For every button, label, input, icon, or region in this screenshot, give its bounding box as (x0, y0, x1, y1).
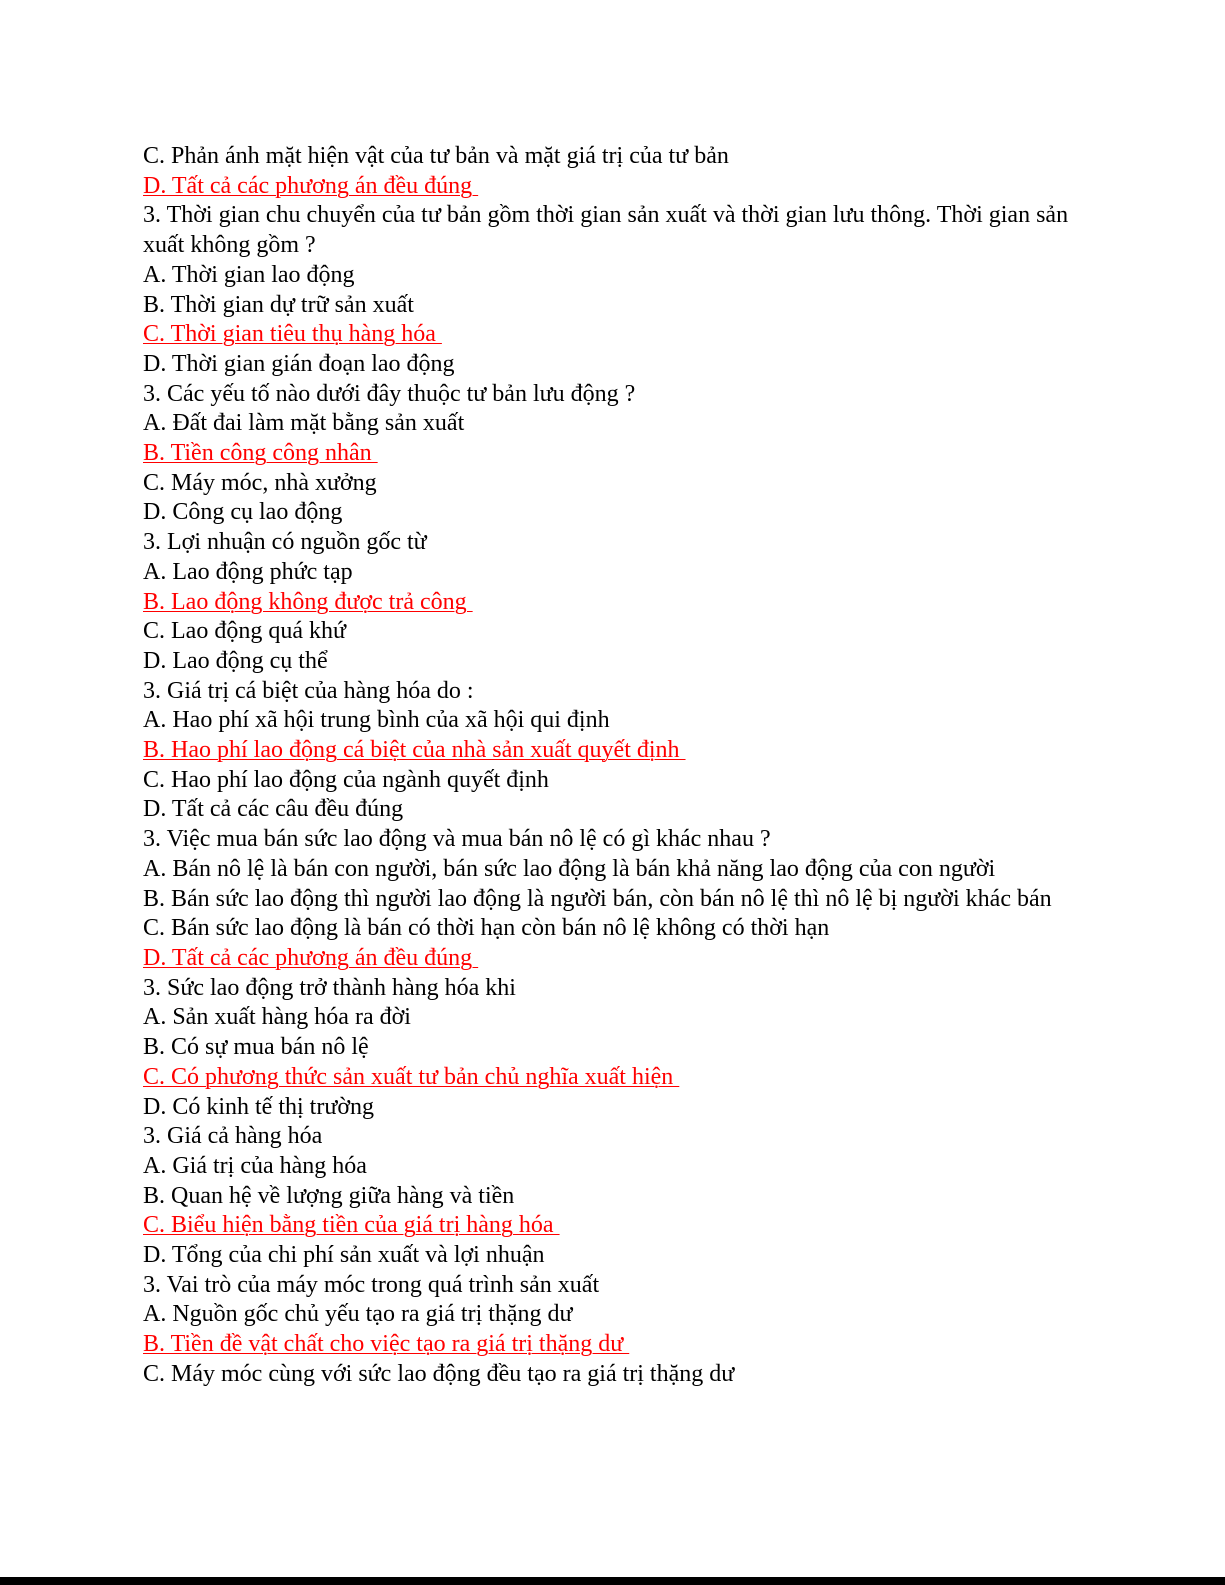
text-line: D. Thời gian gián đoạn lao động (143, 350, 455, 377)
question-list (143, 142, 1073, 1390)
correct-answer-line: C. Thời gian tiêu thụ hàng hóa (143, 321, 442, 348)
text-line: 3. Giá trị cá biệt của hàng hóa do : (143, 677, 474, 704)
text-line: C. Hao phí lao động của ngành quyết định (143, 766, 549, 793)
text-line: A. Nguồn gốc chủ yếu tạo ra giá trị thặng dư (143, 1301, 573, 1328)
text-line: A. Đất đai làm mặt bằng sản xuất (143, 410, 465, 437)
text-line: D. Tổng của chi phí sản xuất và lợi nhuận (143, 1242, 545, 1269)
text-line: D. Có kinh tế thị trường (143, 1093, 375, 1120)
text-line: A. Lao động phức tạp (143, 558, 353, 585)
correct-answer-line: B. Tiền đề vật chất cho việc tạo ra giá trị thặng dư (143, 1331, 630, 1358)
correct-answer-line: C. Có phương thức sản xuất tư bản chủ nghĩa xuất hiện (143, 1063, 680, 1090)
text-line: 3. Sức lao động trở thành hàng hóa khi (143, 974, 516, 1001)
text-line: B. Thời gian dự trữ sản xuất (143, 291, 414, 318)
correct-answer-line: B. Tiền công công nhân (143, 440, 378, 467)
text-line: A. Bán nô lệ là bán con người, bán sức lao động là bán khả năng lao động của con người (143, 855, 996, 882)
text-line: 3. Giá cả hàng hóa (143, 1123, 323, 1150)
text-line: C. Phản ánh mặt hiện vật của tư bản và mặt giá trị của tư bản (143, 143, 729, 169)
text-line: D. Công cụ lao động (143, 499, 343, 526)
text-line: 3. Vai trò của máy móc trong quá trình sản xuất (143, 1271, 600, 1298)
correct-answer-line: D. Tất cả các phương án đều đúng (143, 944, 479, 971)
text-line: A. Hao phí xã hội trung bình của xã hội qui định (143, 707, 610, 734)
text-line: C. Máy móc cùng với sức lao động đều tạo ra giá trị thặng dư (143, 1360, 735, 1387)
text-line: A. Thời gian lao động (143, 261, 355, 288)
text-line: C. Bán sức lao động là bán có thời hạn còn bán nô lệ không có thời hạn (143, 915, 830, 942)
text-line: D. Lao động cụ thể (143, 647, 328, 674)
correct-answer-line: D. Tất cả các phương án đều đúng (143, 172, 479, 199)
text-line: B. Quan hệ về lượng giữa hàng và tiền (143, 1182, 515, 1209)
text-line: D. Tất cả các câu đều đúng (143, 796, 404, 823)
correct-answer-line: C. Biểu hiện bằng tiền của giá trị hàng hóa (143, 1212, 560, 1239)
text-line: C. Máy móc, nhà xưởng (143, 469, 377, 496)
text-line: C. Lao động quá khứ (143, 618, 346, 645)
text-line: 3. Thời gian chu chuyển của tư bản gồm thời gian sản xuất và thời gian lưu thông. Thời gian sản xuất không gồm ? (143, 202, 1069, 259)
correct-answer-line: B. Lao động không được trả công (143, 588, 473, 615)
text-line: B. Có sự mua bán nô lệ (143, 1034, 369, 1061)
text-line: A. Sản xuất hàng hóa ra đời (143, 1004, 411, 1031)
text-line: A. Giá trị của hàng hóa (143, 1152, 367, 1179)
text-line: 3. Các yếu tố nào dưới đây thuộc tư bản lưu động ? (143, 380, 636, 407)
correct-answer-line: B. Hao phí lao động cá biệt của nhà sản xuất quyết định (143, 737, 686, 764)
text-line: 3. Lợi nhuận có nguồn gốc từ (143, 529, 427, 556)
page-bottom-border (0, 1577, 1225, 1585)
text-line: B. Bán sức lao động thì người lao động là người bán, còn bán nô lệ thì nô lệ bị người khác bán (143, 885, 1052, 912)
text-line: 3. Việc mua bán sức lao động và mua bán nô lệ có gì khác nhau ? (143, 826, 771, 853)
